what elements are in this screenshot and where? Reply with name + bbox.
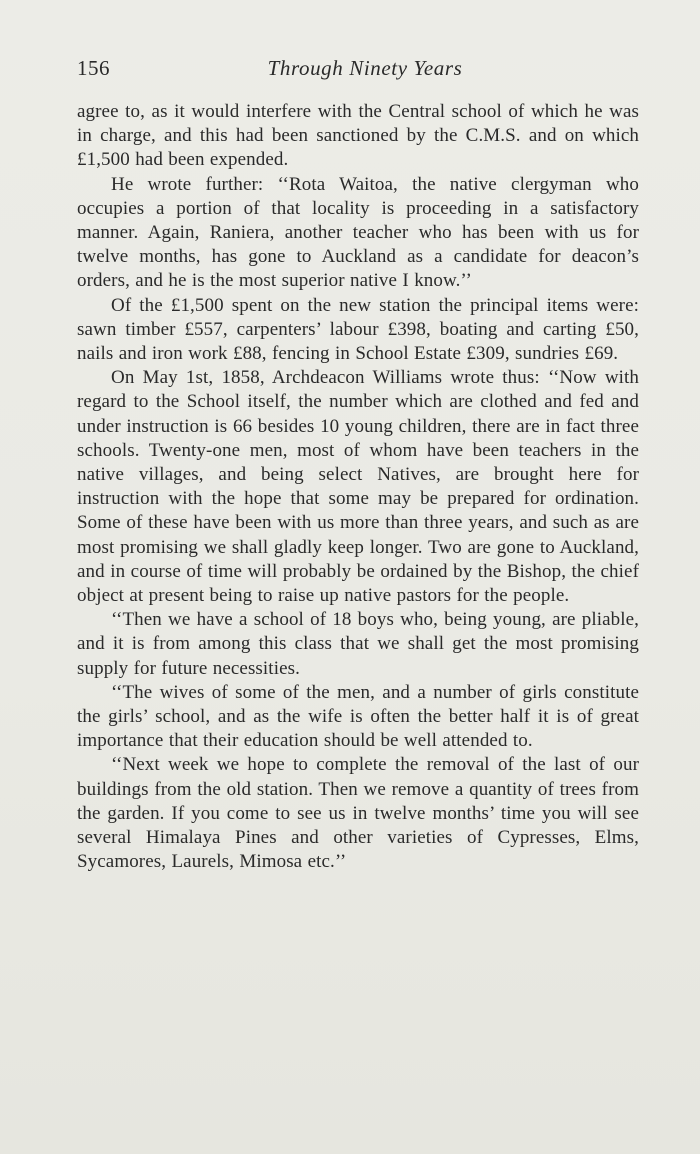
paragraph: ‘‘Next week we hope to complete the removal of the last of our buildings from the old station. Then we remove a quantity of trees from the garden. If you come to see us in twelve months’ time you will see several Himalaya Pines and other varieties of Cypresses, Elms, Sycamores, Laurels, Mimosa etc.’’ [77, 754, 639, 873]
body-text [77, 100, 639, 875]
page-header [77, 56, 637, 86]
running-title: Through Ninety Years [267, 56, 463, 80]
paragraph: He wrote further: ‘‘Rota Waitoa, the native clergyman who occupies a portion of that locality is proceeding in a satisfactory manner. Again, Raniera, another teacher who has been with us for twelve months, has gone to Auckland as a candidate for deacon’s orders, and he is the most superior native I know.’’ [77, 173, 639, 292]
paragraph: Of the £1,500 spent on the new station the principal items were: sawn timber £557, carpenters’ labour £398, boating and carting £50, nails and iron work £88, fencing in School Estate £309, sundries £69. [77, 294, 639, 365]
paragraph: ‘‘The wives of some of the men, and a number of girls constitute the girls’ school, and as the wife is often the better half it is of great importance that their education should be well attended to. [77, 681, 639, 752]
paragraph: ‘‘Then we have a school of 18 boys who, being young, are pliable, and it is from among this class that we shall get the most promising supply for future necessities. [77, 609, 639, 679]
page-number: 156 [77, 56, 110, 80]
paragraph: On May 1st, 1858, Archdeacon Williams wrote thus: ‘‘Now with regard to the School itself, the number which are clothed and fed and under instruction is 66 besides 10 young children, there are in fact three schools. Twenty-one men, most of whom have been teachers in the native villages, and being select Natives, are brought here for instruction with the hope that some may be prepared for ordination. Some of these have been with us more than three years, and such as are most promising we shall gladly keep longer. Two are gone to Auckland, and in course of time will probably be ordained by the Bishop, the chief object at present being to raise up native pastors for the people. [77, 367, 639, 607]
paragraph-continuation: agree to, as it would interfere with the Central school of which he was in charge, and this had been sanctioned by the C.M.S. and on which £1,500 had been expended. [77, 101, 639, 171]
